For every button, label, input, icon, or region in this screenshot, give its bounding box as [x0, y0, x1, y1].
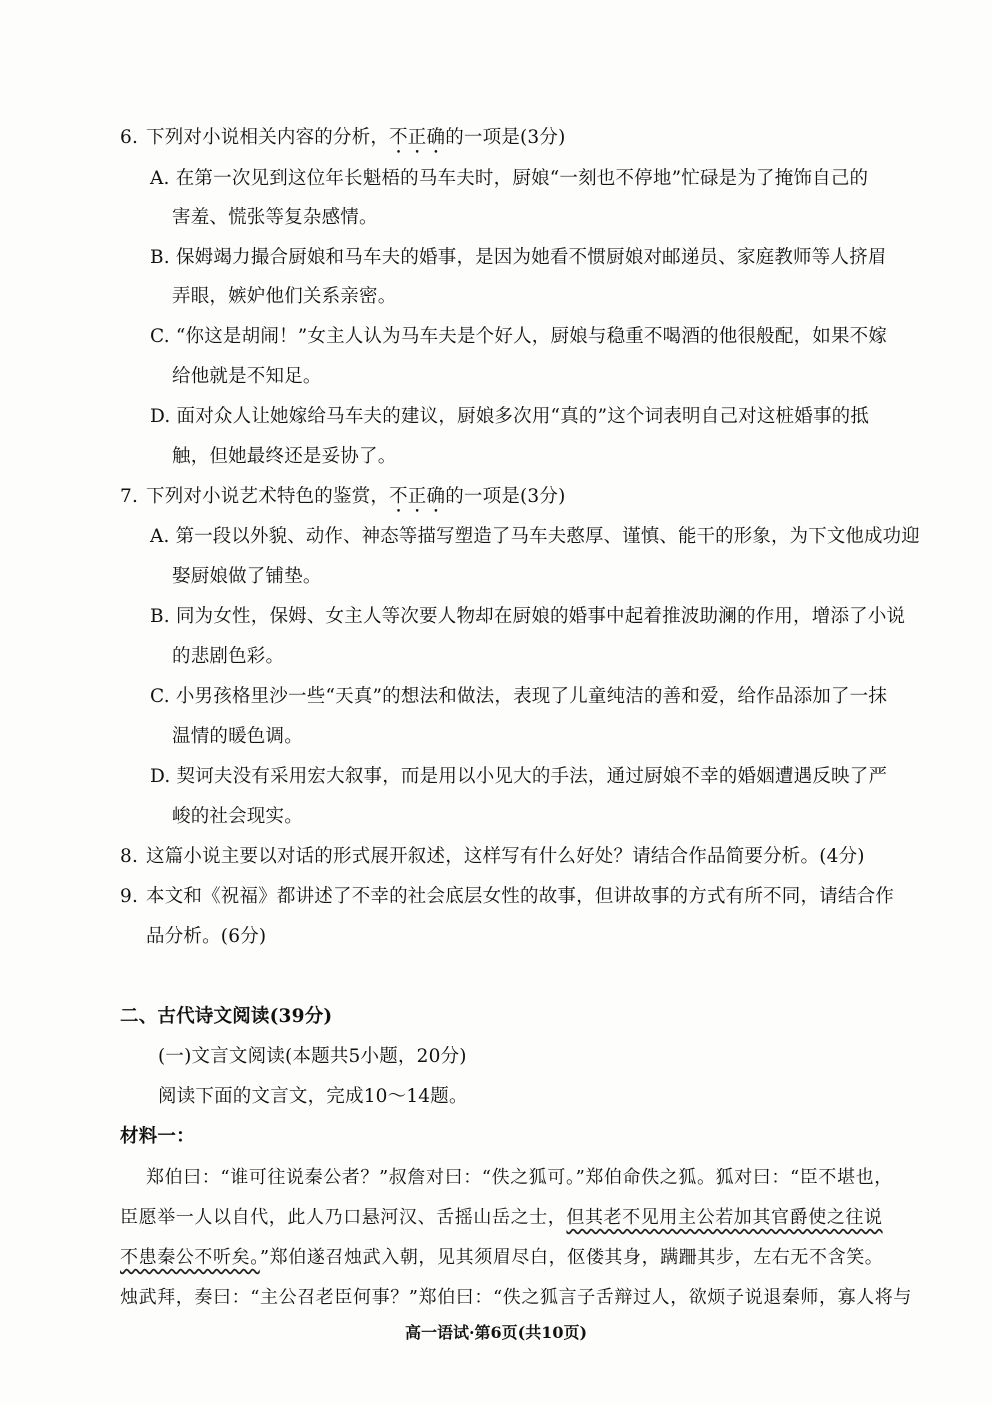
- passage-line-4: 烛武拜，奏曰：“主公召老臣何事？”郑伯曰：“佚之狐言子舌辩过人，欲烦子说退秦师，寡人将与: [120, 1287, 913, 1308]
- q7-stem-text: 下列对小说艺术特色的鉴赏，: [146, 486, 390, 507]
- q6-option-d-line2: 触，但她最终还是妥协了。: [172, 446, 397, 467]
- q7-option-a-line2: 娶厨娘做了铺垫。: [172, 566, 322, 587]
- material-label: 材料一：: [120, 1126, 195, 1147]
- q8-text: 这篇小说主要以对话的形式展开叙述，这样写有什么好处？请结合作品简要分析。(4分): [146, 846, 865, 867]
- q7-option-c-line1: C. 小男孩格里沙一些“天真”的想法和做法，表现了儿童纯洁的善和爱，给作品添加了一抹: [150, 686, 888, 707]
- q6-option-c-line1: C. “你这是胡闹！”女主人认为马车夫是个好人，厨娘与稳重不喝酒的他很般配，如果不嫁: [150, 326, 888, 347]
- q7-number: 7.: [120, 486, 139, 507]
- q6-option-a-line1: A. 在第一次见到这位年长魁梧的马车夫时，厨娘“一刻也不停地”忙碌是为了掩饰自己的: [150, 168, 869, 189]
- q9: [120, 885, 894, 909]
- q7-option-d-line1: D. 契诃夫没有采用宏大叙事，而是用以小见大的手法，通过厨娘不幸的婚姻遭遇反映了严: [150, 766, 888, 787]
- passage-line-2: [120, 1206, 883, 1230]
- q6-option-a-line2: 害羞、慌张等复杂感情。: [172, 207, 378, 228]
- q9-number: 9.: [120, 886, 139, 907]
- passage-line-1: 郑伯曰：“谁可往说秦公者？”叔詹对曰：“佚之狐可。”郑伯命佚之狐。狐对曰：“臣不堪也，: [146, 1167, 893, 1188]
- q7-option-b-line1: B. 同为女性，保姆、女主人等次要人物却在厨娘的婚事中起着推波助澜的作用，增添了小说: [150, 606, 906, 627]
- q7-option-d-line2: 峻的社会现实。: [172, 806, 303, 827]
- q6-stem: [120, 126, 566, 158]
- q7-emphasis: 不正确: [389, 486, 446, 507]
- reading-instruction: 阅读下面的文言文，完成10～14题。: [158, 1086, 468, 1107]
- q6-option-d-line1: D. 面对众人让她嫁给马车夫的建议，厨娘多次用“真的”这个词表明自己对这桩婚事的抵: [150, 406, 870, 427]
- passage-line-3-text: ”郑伯遂召烛武入朝，见其须眉尽白，伛偻其身，蹒跚其步，左右无不含笑。: [259, 1247, 884, 1268]
- section-title: 二、古代诗文阅读(39分): [120, 1006, 333, 1027]
- passage-line-2-text: 臣愿举一人以自代，此人乃口悬河汉、舌摇山岳之士，: [120, 1207, 567, 1228]
- q6-number: 6.: [120, 127, 139, 148]
- wavy-underlined-sentence-part1: 但其老不见用主公若加其官爵使之往说: [566, 1207, 883, 1228]
- q7-option-b-line2: 的悲剧色彩。: [172, 646, 285, 667]
- q6-option-b-line1: B. 保姆竭力撮合厨娘和马车夫的婚事，是因为她看不惯厨娘对邮递员、家庭教师等人挤眉: [150, 247, 887, 268]
- q9-text-line2: 品分析。(6分): [146, 926, 267, 947]
- q8-number: 8.: [120, 846, 139, 867]
- q7-stem: [120, 485, 566, 517]
- q7-option-a-line1: A. 第一段以外貌、动作、神态等描写塑造了马车夫憨厚、谨慎、能干的形象，为下文他成功迎: [150, 526, 920, 547]
- page-footer: 高一语试·第6页(共10页): [404, 1323, 588, 1342]
- wavy-underlined-sentence-part2: 不患秦公不听矣。: [120, 1247, 260, 1268]
- q7-stem-tail: 的一项是(3分): [445, 486, 566, 507]
- q6-stem-text: 下列对小说相关内容的分析，: [146, 127, 390, 148]
- q6-stem-tail: 的一项是(3分): [445, 127, 566, 148]
- q6-option-c-line2: 给他就是不知足。: [172, 366, 322, 387]
- q8: [120, 845, 865, 869]
- q9-text-line1: 本文和《祝福》都讲述了不幸的社会底层女性的故事，但讲故事的方式有所不同，请结合作: [146, 886, 895, 907]
- q7-option-c-line2: 温情的暖色调。: [172, 726, 303, 747]
- q6-emphasis: 不正确: [389, 127, 446, 148]
- subsection-title: (一)文言文阅读(本题共5小题，20分): [158, 1046, 467, 1067]
- q6-option-b-line2: 弄眼，嫉妒他们关系亲密。: [172, 286, 397, 307]
- passage-line-3: [120, 1246, 883, 1270]
